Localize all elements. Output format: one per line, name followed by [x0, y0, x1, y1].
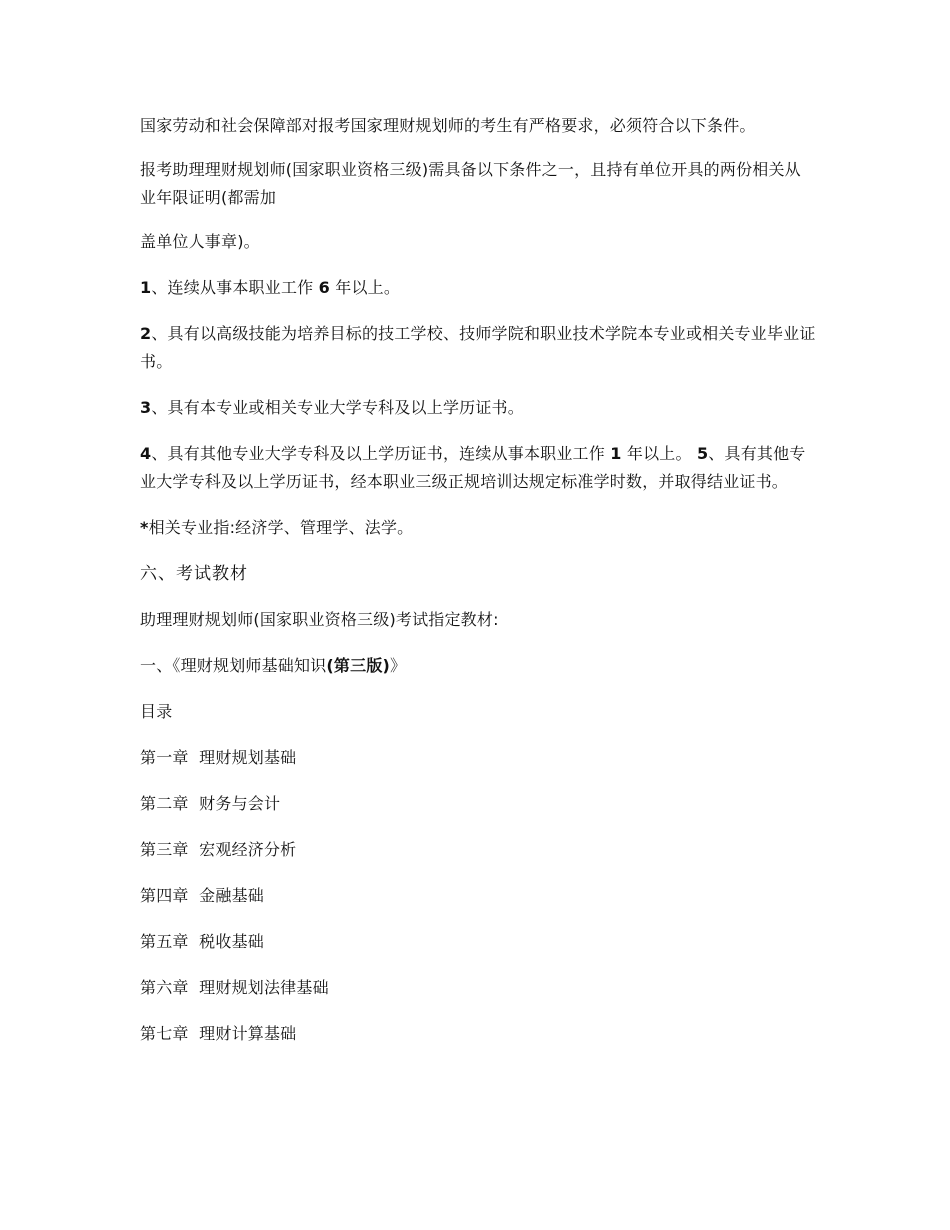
condition-text: 、连续从事本职业工作 [151, 278, 319, 297]
section-heading: 六、考试教材 [140, 564, 248, 584]
toc-label: 目录 [140, 702, 173, 721]
book-title-suffix: 》 [390, 656, 407, 675]
requirement-lead-line-2: 盖单位人事章)。 [140, 232, 260, 251]
condition-number: 3 [140, 398, 152, 417]
condition-3 [140, 394, 816, 422]
requirement-lead-line-1: 报考助理理财规划师(国家职业资格三级)需具备以下条件之一，且持有单位开具的两份相关从业年限证明(都需加 [140, 160, 801, 207]
chapter-item: 第三章 宏观经济分析 [140, 840, 297, 859]
condition-4-5 [140, 440, 816, 496]
condition-text: 、具有其他专业大学专科及以上学历证书，连续从事本职业工作 [151, 444, 611, 463]
book-title-prefix: 一、《理财规划师基础知识 [140, 656, 327, 675]
condition-years: 1 [610, 444, 622, 463]
book-edition: (第三版) [326, 656, 391, 675]
intro-paragraph: 国家劳动和社会保障部对报考国家理财规划师的考生有严格要求，必须符合以下条件。 [140, 116, 756, 135]
condition-years: 6 [318, 278, 330, 297]
condition-number-5: 5 [696, 444, 709, 463]
condition-number: 4 [140, 444, 152, 463]
condition-text-mid: 年以上。 [621, 444, 697, 463]
condition-text: 、具有本专业或相关专业大学专科及以上学历证书。 [151, 398, 524, 417]
condition-number: 1 [140, 278, 152, 297]
document-body [140, 112, 816, 1048]
chapter-item: 第七章 理财计算基础 [140, 1024, 297, 1043]
condition-1 [140, 274, 816, 302]
book-title [140, 652, 816, 680]
chapter-item: 第四章 金融基础 [140, 886, 264, 905]
condition-2 [140, 320, 816, 376]
chapter-item: 第六章 理财规划法律基础 [140, 978, 329, 997]
chapter-item: 第二章 财务与会计 [140, 794, 281, 813]
condition-text-end: 年以上。 [329, 278, 401, 297]
condition-number: 2 [140, 324, 152, 343]
chapter-item: 第一章 理财规划基础 [140, 748, 297, 767]
condition-text-end: 、具有其他专业大学专科及以上学历证书，经本职业三级正规培训达规定标准学时数，并取得结业证书。 [140, 444, 806, 491]
note-text: 相关专业指:经济学、管理学、法学。 [148, 518, 414, 537]
note-star: * [140, 518, 149, 537]
condition-text: 、具有以高级技能为培养目标的技工学校、技师学院和职业技术学院本专业或相关专业毕业证书。 [140, 324, 816, 371]
chapter-item: 第五章 税收基础 [140, 932, 264, 951]
textbook-intro: 助理理财规划师(国家职业资格三级)考试指定教材: [140, 610, 499, 629]
related-majors-note [140, 514, 816, 542]
